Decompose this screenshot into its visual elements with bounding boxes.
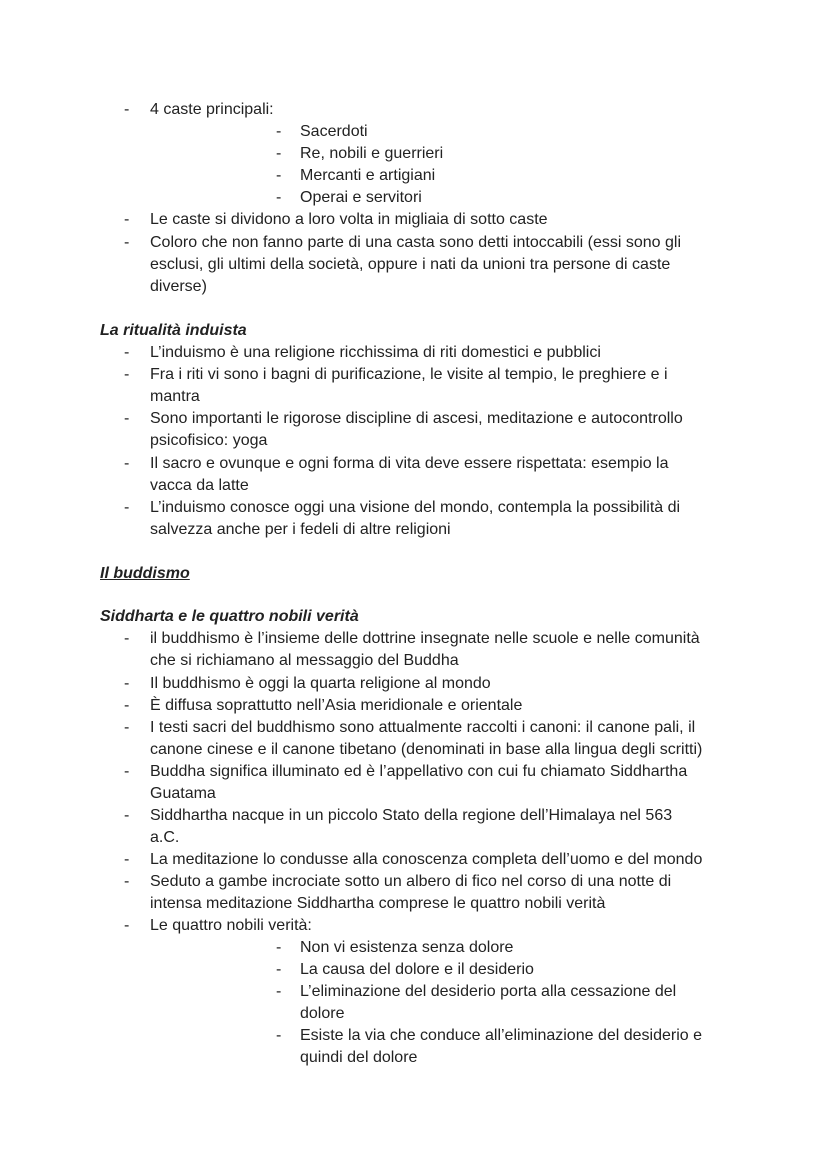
- bullet-dash: -: [124, 101, 130, 118]
- budd-bullet: Buddha significa illuminato ed è l’appellativo con cui fu chiamato Siddhartha: [150, 763, 688, 780]
- bullet-dash: -: [124, 366, 130, 383]
- rit-bullet: Fra i riti vi sono i bagni di purificazione, le visite al tempio, le preghiere e i: [150, 366, 668, 383]
- caste-bullet-cont: diverse): [150, 278, 207, 295]
- truth-item-cont: quindi del dolore: [300, 1049, 418, 1066]
- rit-bullet-cont: vacca da latte: [150, 477, 249, 494]
- truth-item-cont: dolore: [300, 1005, 345, 1022]
- bullet-dash: -: [276, 939, 282, 956]
- caste-bullet: Coloro che non fanno parte di una casta sono detti intoccabili (essi sono gli: [150, 234, 681, 251]
- budd-bullet: È diffusa soprattutto nell’Asia meridionale e orientale: [150, 697, 523, 714]
- bullet-dash: -: [276, 1027, 282, 1044]
- bullet-dash: -: [124, 344, 130, 361]
- section-heading: Siddharta e le quattro nobili verità: [100, 608, 359, 625]
- budd-bullet: Il buddhismo è oggi la quarta religione al mondo: [150, 675, 491, 692]
- bullet-dash: -: [276, 167, 282, 184]
- budd-bullet: I testi sacri del buddhismo sono attualmente raccolti i canoni: il canone pali, il: [150, 719, 696, 736]
- truth-item: Esiste la via che conduce all’eliminazione del desiderio e: [300, 1027, 703, 1044]
- caste-item: Operai e servitori: [300, 189, 422, 206]
- budd-bullet: La meditazione lo condusse alla conoscenza completa dell’uomo e del mondo: [150, 851, 703, 868]
- budd-bullet-cont: Guatama: [150, 785, 216, 802]
- budd-bullet-cont: intensa meditazione Siddhartha comprese le quattro nobili verità: [150, 895, 606, 912]
- bullet-dash: -: [124, 917, 130, 934]
- bullet-dash: -: [124, 499, 130, 516]
- truth-item: Non vi esistenza senza dolore: [300, 939, 514, 956]
- section-title: Il buddismo: [100, 565, 190, 582]
- bullet-dash: -: [124, 763, 130, 780]
- caste-item: Sacerdoti: [300, 123, 368, 140]
- bullet-dash: -: [124, 455, 130, 472]
- truth-item: L’eliminazione del desiderio porta alla cessazione del: [300, 983, 677, 1000]
- caste-bullet: Le caste si dividono a loro volta in migliaia di sotto caste: [150, 211, 548, 228]
- bullet-dash: -: [124, 410, 130, 427]
- rit-bullet: L’induismo è una religione ricchissima di riti domestici e pubblici: [150, 344, 601, 361]
- budd-bullet: Le quattro nobili verità:: [150, 917, 312, 934]
- caste-item: Re, nobili e guerrieri: [300, 145, 444, 162]
- bullet-dash: -: [124, 873, 130, 890]
- rit-bullet-cont: mantra: [150, 388, 200, 405]
- budd-bullet-cont: a.C.: [150, 829, 180, 846]
- bullet-dash: -: [124, 211, 130, 228]
- caste-item: Mercanti e artigiani: [300, 167, 436, 184]
- rit-bullet: Il sacro e ovunque e ogni forma di vita deve essere rispettata: esempio la: [150, 455, 669, 472]
- bullet-dash: -: [124, 675, 130, 692]
- bullet-dash: -: [276, 983, 282, 1000]
- bullet-dash: -: [124, 697, 130, 714]
- rit-bullet: Sono importanti le rigorose discipline di ascesi, meditazione e autocontrollo: [150, 410, 683, 427]
- rit-bullet-cont: psicofisico: yoga: [150, 432, 268, 449]
- bullet-dash: -: [276, 145, 282, 162]
- bullet-dash: -: [124, 807, 130, 824]
- bullet-dash: -: [276, 123, 282, 140]
- bullet-dash: -: [276, 961, 282, 978]
- truth-item: La causa del dolore e il desiderio: [300, 961, 534, 978]
- budd-bullet: il buddhismo è l’insieme delle dottrine insegnate nelle scuole e nelle comunità: [150, 630, 700, 647]
- bullet-dash: -: [276, 189, 282, 206]
- rit-bullet-cont: salvezza anche per i fedeli di altre religioni: [150, 521, 451, 538]
- caste-bullet-cont: esclusi, gli ultimi della società, oppure i nati da unioni tra persone di caste: [150, 256, 671, 273]
- bullet-dash: -: [124, 630, 130, 647]
- bullet-dash: -: [124, 851, 130, 868]
- budd-bullet-cont: che si richiamano al messaggio del Buddha: [150, 652, 459, 669]
- rit-bullet: L’induismo conosce oggi una visione del mondo, contempla la possibilità di: [150, 499, 681, 516]
- bullet-dash: -: [124, 234, 130, 251]
- caste-intro: 4 caste principali:: [150, 101, 274, 118]
- budd-bullet: Seduto a gambe incrociate sotto un albero di fico nel corso di una notte di: [150, 873, 672, 890]
- budd-bullet: Siddhartha nacque in un piccolo Stato della regione dell’Himalaya nel 563: [150, 807, 673, 824]
- budd-bullet-cont: canone cinese e il canone tibetano (denominati in base alla lingua degli scritti): [150, 741, 703, 758]
- section-heading: La ritualità induista: [100, 322, 247, 339]
- bullet-dash: -: [124, 719, 130, 736]
